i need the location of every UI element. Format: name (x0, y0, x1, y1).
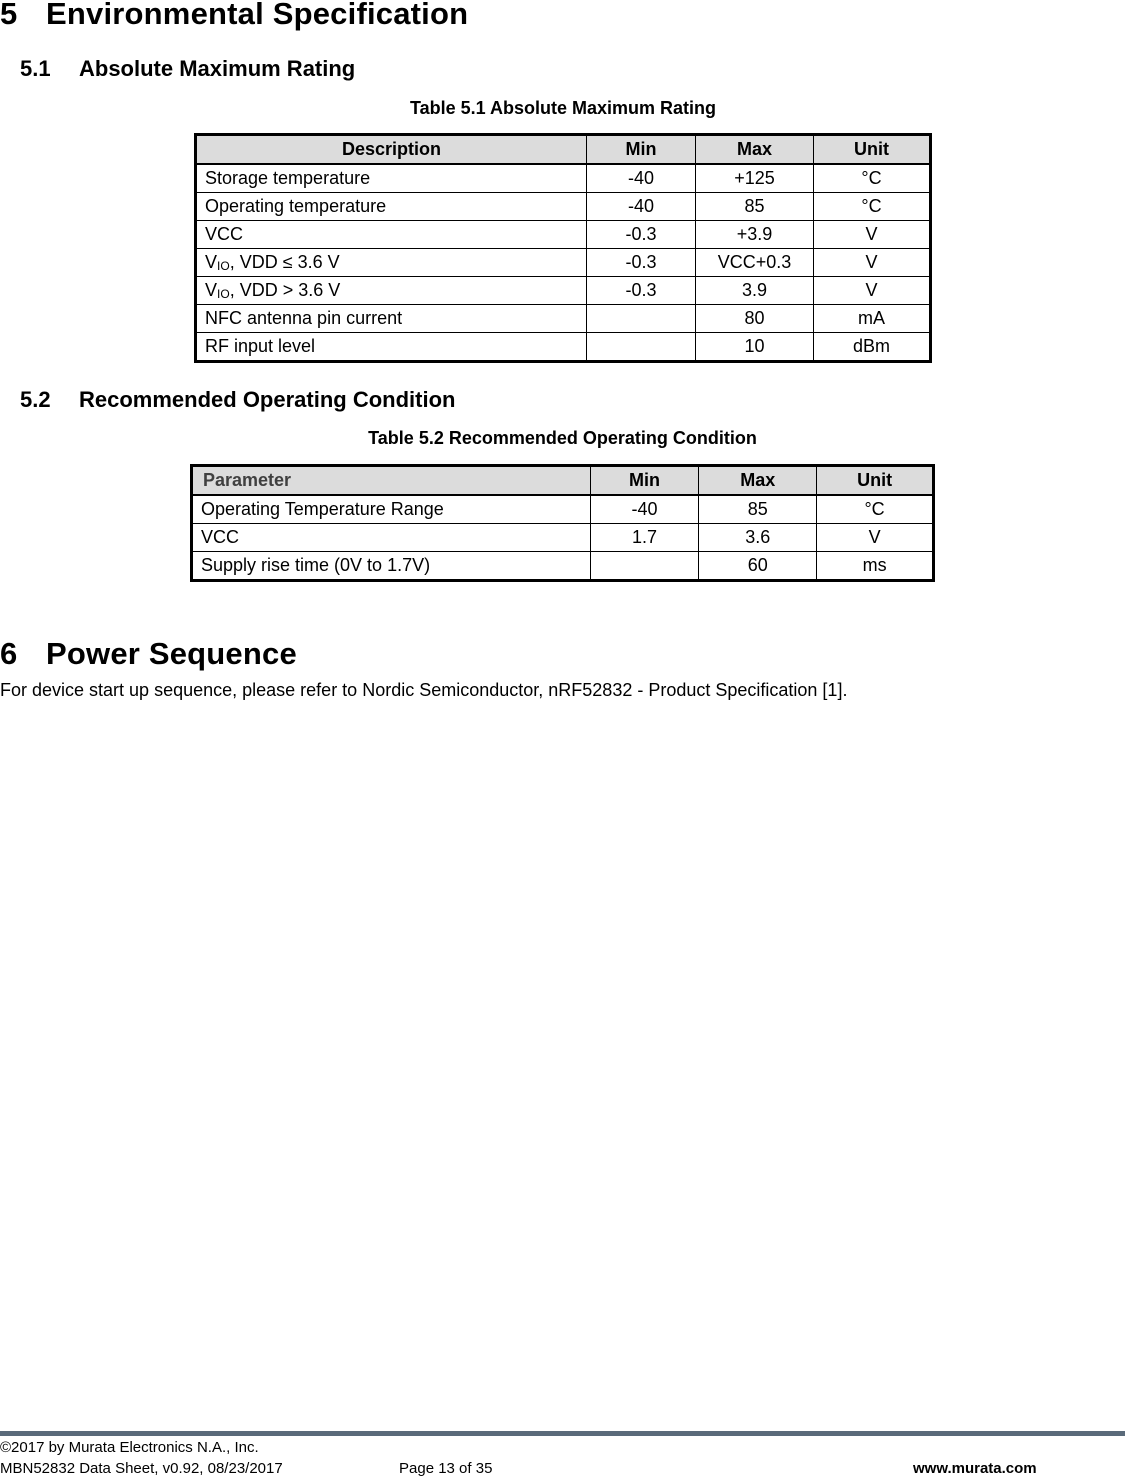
cell-max: 60 (699, 552, 817, 581)
cell-max: +125 (696, 164, 814, 193)
table-5-1-caption: Table 5.1 Absolute Maximum Rating (409, 98, 717, 118)
cell-unit: dBm (814, 333, 931, 362)
cell-unit: ms (817, 552, 934, 581)
table-row (196, 249, 931, 277)
column-header-max: Max (699, 466, 817, 496)
column-header-description: Description (196, 135, 587, 165)
cell-min: -40 (587, 164, 696, 193)
desc-subscript: IO (217, 287, 230, 301)
table-row (196, 333, 931, 362)
cell-min: 1.7 (590, 524, 699, 552)
cell-max: VCC+0.3 (696, 249, 814, 277)
table-row (196, 193, 931, 221)
footer-copyright: ©2017 by Murata Electronics N.A., Inc. (0, 1439, 259, 1456)
table-row (196, 221, 931, 249)
section-number: 5.2 (20, 387, 51, 412)
section-title: Power Sequence (46, 636, 297, 671)
cell-description: RF input level (196, 333, 587, 362)
cell-unit: V (814, 221, 931, 249)
cell-unit: °C (814, 193, 931, 221)
table-row (192, 495, 934, 524)
cell-unit: °C (817, 495, 934, 524)
cell-max: 10 (696, 333, 814, 362)
cell-min: -40 (590, 495, 699, 524)
column-header-max: Max (696, 135, 814, 165)
desc-suffix: , VDD > 3.6 V (229, 280, 341, 300)
table-row (196, 305, 931, 333)
cell-max: 3.6 (699, 524, 817, 552)
cell-min (587, 305, 696, 333)
section-title: Environmental Specification (46, 0, 469, 31)
section-5-heading (0, 0, 468, 32)
desc-prefix: V (205, 252, 218, 272)
cell-min (587, 333, 696, 362)
section-title: Absolute Maximum Rating (79, 56, 356, 81)
recommended-operating-condition-table (190, 464, 935, 582)
cell-parameter: Supply rise time (0V to 1.7V) (192, 552, 591, 581)
cell-max: 85 (699, 495, 817, 524)
cell-max: +3.9 (696, 221, 814, 249)
cell-max: 85 (696, 193, 814, 221)
cell-max: 80 (696, 305, 814, 333)
table-row (196, 277, 931, 305)
section-5-1-heading (20, 56, 355, 82)
cell-unit: V (817, 524, 934, 552)
desc-prefix: V (205, 280, 218, 300)
table-row (192, 552, 934, 581)
section-5-2-heading (20, 387, 455, 413)
section-title: Recommended Operating Condition (79, 387, 456, 412)
cell-unit: mA (814, 305, 931, 333)
cell-parameter: VCC (192, 524, 591, 552)
footer-doc-info: MBN52832 Data Sheet, v0.92, 08/23/2017 (0, 1460, 283, 1477)
cell-description: Storage temperature (196, 164, 587, 193)
column-header-parameter: Parameter (192, 466, 591, 496)
cell-min: -0.3 (587, 277, 696, 305)
section-number: 5 (0, 0, 18, 31)
cell-description: NFC antenna pin current (196, 305, 587, 333)
cell-min: -0.3 (587, 249, 696, 277)
cell-parameter: Operating Temperature Range (192, 495, 591, 524)
absolute-maximum-rating-table (194, 133, 932, 363)
footer-rule (0, 1431, 1125, 1436)
cell-unit: °C (814, 164, 931, 193)
cell-description: VCC (196, 221, 587, 249)
table-header-row (192, 466, 934, 496)
power-sequence-paragraph: For device start up sequence, please refer to Nordic Semiconductor, nRF52832 - Product Specification [1]. (0, 680, 848, 700)
footer-website: www.murata.com (913, 1460, 1037, 1477)
section-number: 6 (0, 636, 18, 671)
column-header-min: Min (590, 466, 699, 496)
footer-page-number: Page 13 of 35 (399, 1460, 493, 1477)
cell-unit: V (814, 249, 931, 277)
table-row (196, 164, 931, 193)
cell-description (196, 249, 587, 277)
section-number: 5.1 (20, 56, 51, 81)
table-5-2-caption: Table 5.2 Recommended Operating Condition (368, 428, 757, 448)
column-header-unit: Unit (814, 135, 931, 165)
cell-max: 3.9 (696, 277, 814, 305)
cell-description (196, 277, 587, 305)
cell-min: -40 (587, 193, 696, 221)
desc-suffix: , VDD ≤ 3.6 V (229, 252, 340, 272)
cell-unit: V (814, 277, 931, 305)
table-header-row (196, 135, 931, 165)
table-row (192, 524, 934, 552)
cell-min: -0.3 (587, 221, 696, 249)
column-header-min: Min (587, 135, 696, 165)
column-header-unit: Unit (817, 466, 934, 496)
section-6-heading (0, 636, 297, 672)
desc-subscript: IO (217, 259, 230, 273)
cell-description: Operating temperature (196, 193, 587, 221)
cell-min (590, 552, 699, 581)
